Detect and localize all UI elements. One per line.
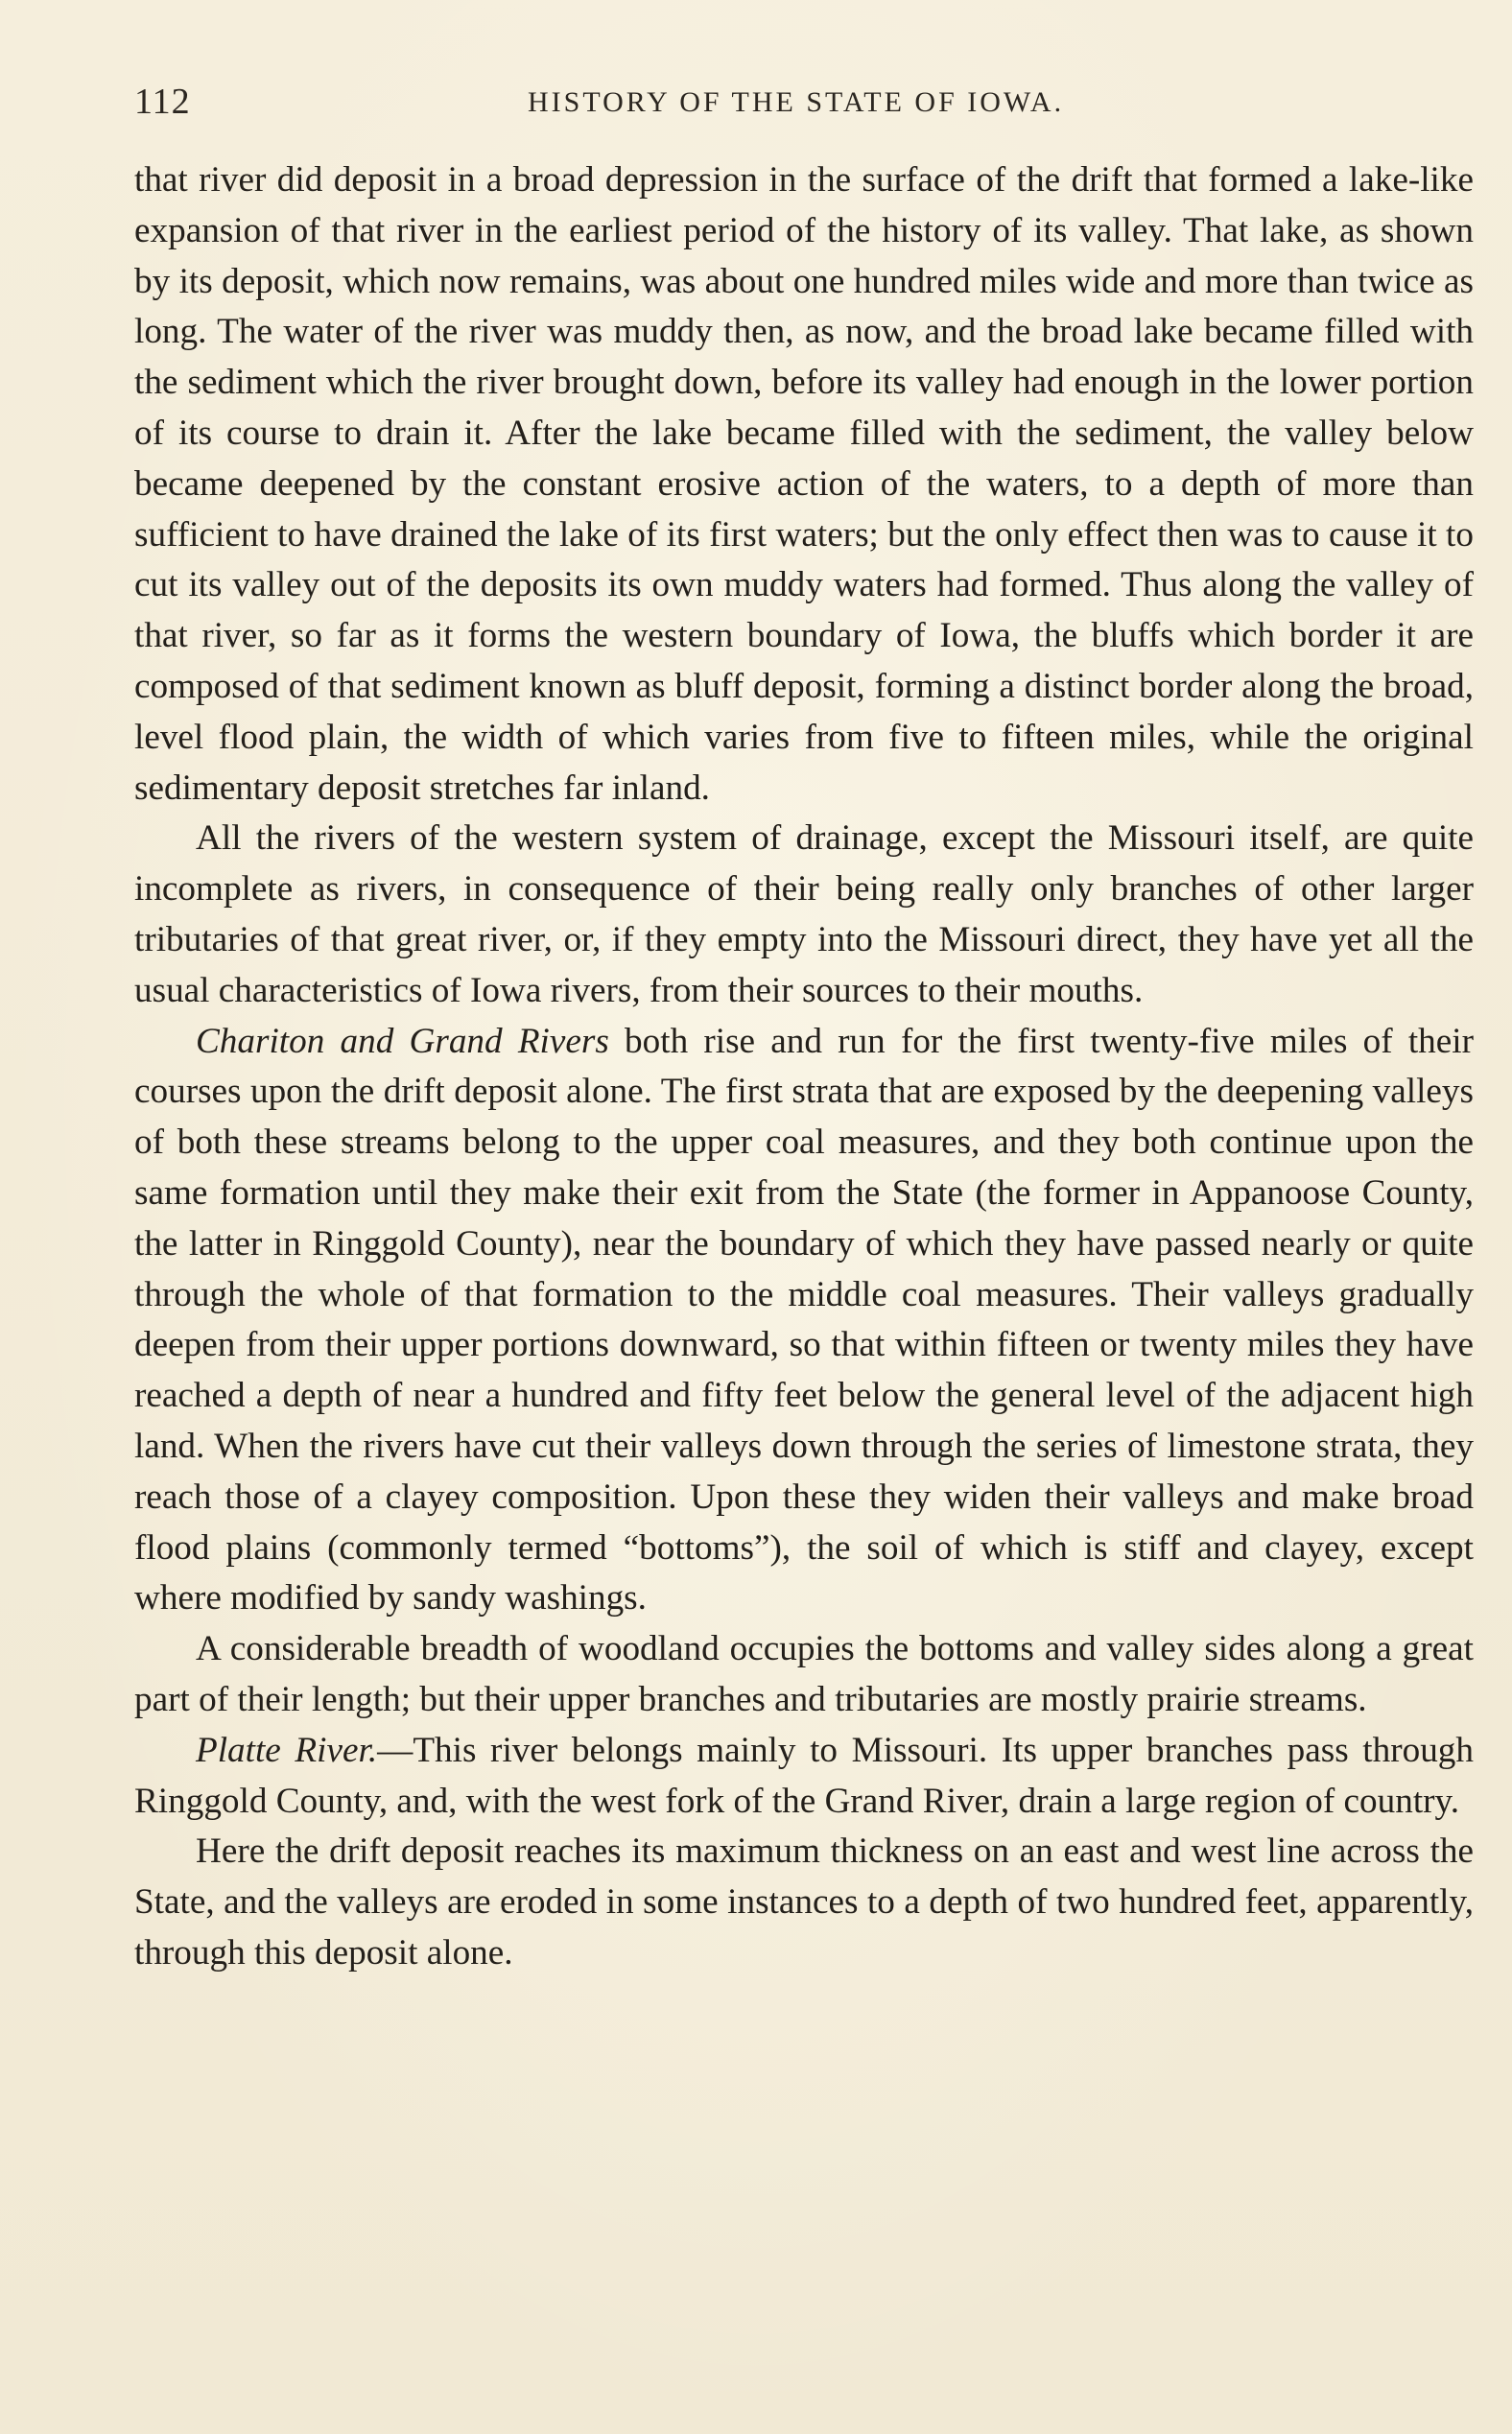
paragraph (134, 1017, 1474, 1625)
paragraph-text: both rise and run for the first twenty-five miles of their courses upon the drift deposit alone. The first strata that are exposed by the deepening valleys of both these streams belong to the upper coal measures, and they both continue upon the same formation until they make their exit from the State (the former in Appanoose County, the latter in Ringgold County), near the boundary of which they have passed nearly or quite through the whole of that formation to the middle coal measures. Their valleys gradually deepen from their upper portions downward, so that within fifteen or twenty miles they have reached a depth of near a hundred and fifty feet below the general level of the adjacent high land. When the rivers have cut their valleys down through the series of limestone strata, they reach those of a clayey composition. Upon these they widen their valleys and make broad flood plains (commonly termed “bottoms”), the soil of which is stiff and clayey, except where modified by sandy washings. (134, 1021, 1474, 1619)
italic-heading: Platte River. (196, 1730, 378, 1770)
running-head: HISTORY OF THE STATE OF IOWA. (528, 86, 1065, 118)
page-number: 112 (134, 82, 191, 122)
paragraph (134, 1726, 1474, 1828)
paragraph (134, 1827, 1474, 1978)
italic-heading: Chariton and Grand Rivers (196, 1021, 609, 1061)
paragraph (134, 1624, 1474, 1726)
paragraph-text: —This river belongs mainly to Missouri. Its upper branches pass through Ringgold County, and, with the west fork of the Grand River, drain a large region of country. (134, 1730, 1474, 1821)
page-header (134, 81, 1474, 129)
paragraph (134, 814, 1474, 1016)
paragraph-text: Here the drift deposit reaches its maximum thickness on an east and west line across the State, and the valleys are eroded in some instances to a depth of two hundred feet, apparently, through this deposit alone. (134, 1831, 1474, 1973)
paragraph-text: A considerable breadth of woodland occupies the bottoms and valley sides along a great part of their length; but their upper branches and tributaries are mostly prairie streams. (134, 1629, 1474, 1719)
paragraph (134, 155, 1474, 814)
paragraph-text: All the rivers of the western system of drainage, except the Missouri itself, are quite incomplete as rivers, in consequence of their being really only branches of other larger tributaries of that great river, or, if they empty into the Missouri direct, they have yet all the usual characteristics of Iowa rivers, from their sources to their mouths. (134, 818, 1474, 1010)
body-text (134, 155, 1474, 1979)
paragraph-text: that river did deposit in a broad depression in the surface of the drift that formed a lake-like expansion of that river in the earliest period of the history of its valley. That lake, as shown by its deposit, which now remains, was about one hundred miles wide and more than twice as long. The water of the river was muddy then, as now, and the broad lake became filled with the sediment which the river brought down, before its valley had enough in the lower portion of its course to drain it. After the lake became filled with the sediment, the valley below became deepened by the constant erosive action of the waters, to a depth of more than sufficient to have drained the lake of its first waters; but the only effect then was to cause it to cut its valley out of the deposits its own muddy waters had formed. Thus along the valley of that river, so far as it forms the western boundary of Iowa, the bluffs which border it are composed of that sediment known as bluff deposit, forming a distinct border along the broad, level flood plain, the width of which varies from five to fifteen miles, while the original sedimentary deposit stretches far inland. (134, 160, 1474, 808)
